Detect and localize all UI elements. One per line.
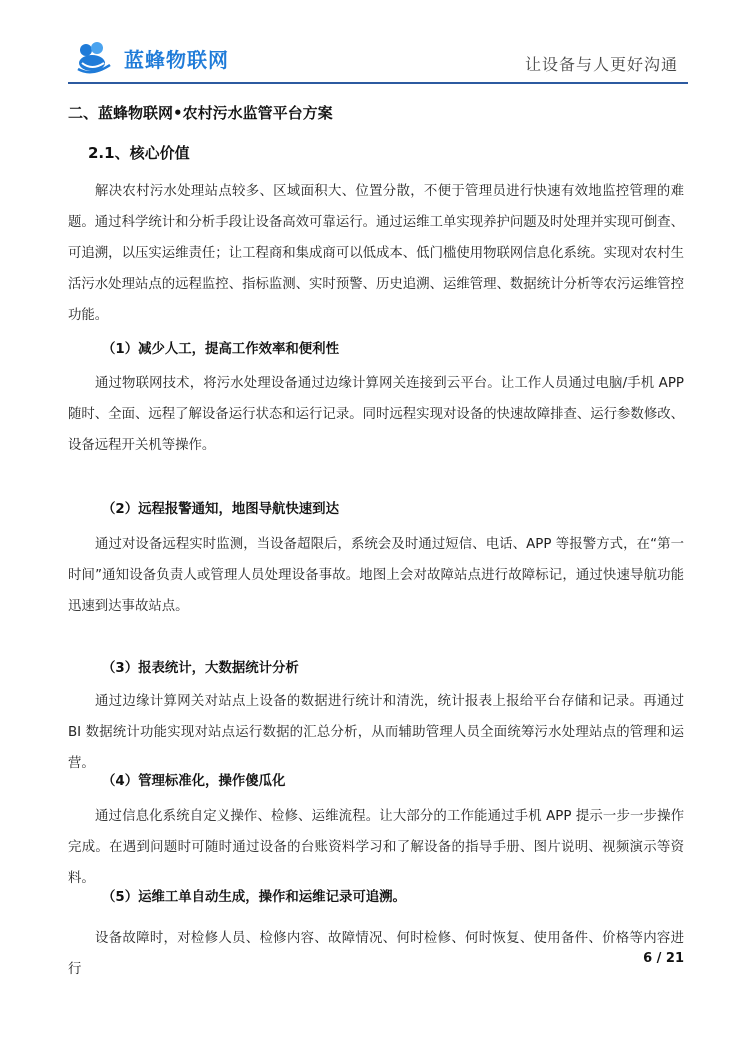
item-text-5: 设备故障时，对检修人员、检修内容、故障情况、何时检修、何时恢复、使用备件、价格等内容进行 <box>68 931 684 977</box>
section-title: 二、蓝蜂物联网•农村污水监管平台方案 <box>68 104 333 122</box>
logo-text: 蓝蜂物联网 <box>124 47 229 72</box>
item-title-3: （3）报表统计，大数据统计分析 <box>102 661 299 676</box>
header-slogan: 让设备与人更好沟通 <box>524 55 678 74</box>
item-text-1: 通过物联网技术，将污水处理设备通过边缘计算网关连接到云平台。让工作人员通过电脑/手机 APP 随时、全面、远程了解设备运行状态和运行记录。同时远程实现对设备的快速故障排查、运行参数修改、设备远程开关机等操作。 <box>68 376 684 453</box>
subsection-title: 2.1、核心价值 <box>88 144 190 162</box>
intro-paragraph: 解决农村污水处理站点较多、区域面积大、位置分散，不便于管理员进行快速有效地监控管理的难题。通过科学统计和分析手段让设备高效可靠运行。通过运维工单实现养护问题及时处理并实现可倒查、可追溯，以压实运维责任；让工程商和集成商可以低成本、低门槛使用物联网信息化系统。实现对农村生活污水处理站点的远程监控、指标监测、实时预警、历史追溯、运维管理、数据统计分析等农污运维管控功能。 <box>68 184 684 323</box>
item-text-4: 通过信息化系统自定义操作、检修、运维流程。让大部分的工作能通过手机 APP 提示一步一步操作完成。在遇到问题时可随时通过设备的台账资料学习和了解设备的指导手册、图片说明、视频演示等资料。 <box>68 809 684 886</box>
brand-logo <box>74 38 229 78</box>
item-title-2: （2）远程报警通知，地图导航快速到达 <box>102 502 339 517</box>
item-title-1: （1）减少人工，提高工作效率和便利性 <box>102 342 339 357</box>
item-title-5: （5）运维工单自动生成，操作和运维记录可追溯。 <box>102 890 406 905</box>
page-number: 6 / 21 <box>643 951 684 966</box>
header-divider <box>68 82 688 84</box>
item-title-4: （4）管理标准化，操作傻瓜化 <box>102 774 286 789</box>
bee-logo-icon <box>74 41 118 75</box>
item-text-3: 通过边缘计算网关对站点上设备的数据进行统计和清洗，统计报表上报给平台存储和记录。再通过 BI 数据统计功能实现对站点运行数据的汇总分析，从而辅助管理人员全面统筹污水处理站点的管理和运营。 <box>68 694 684 771</box>
page-header <box>0 0 750 90</box>
item-text-2: 通过对设备远程实时监测，当设备超限后，系统会及时通过短信、电话、APP 等报警方式，在“第一时间”通知设备负责人或管理人员处理设备事故。地图上会对故障站点进行故障标记，通过快速导航功能迅速到达事故站点。 <box>68 537 684 614</box>
